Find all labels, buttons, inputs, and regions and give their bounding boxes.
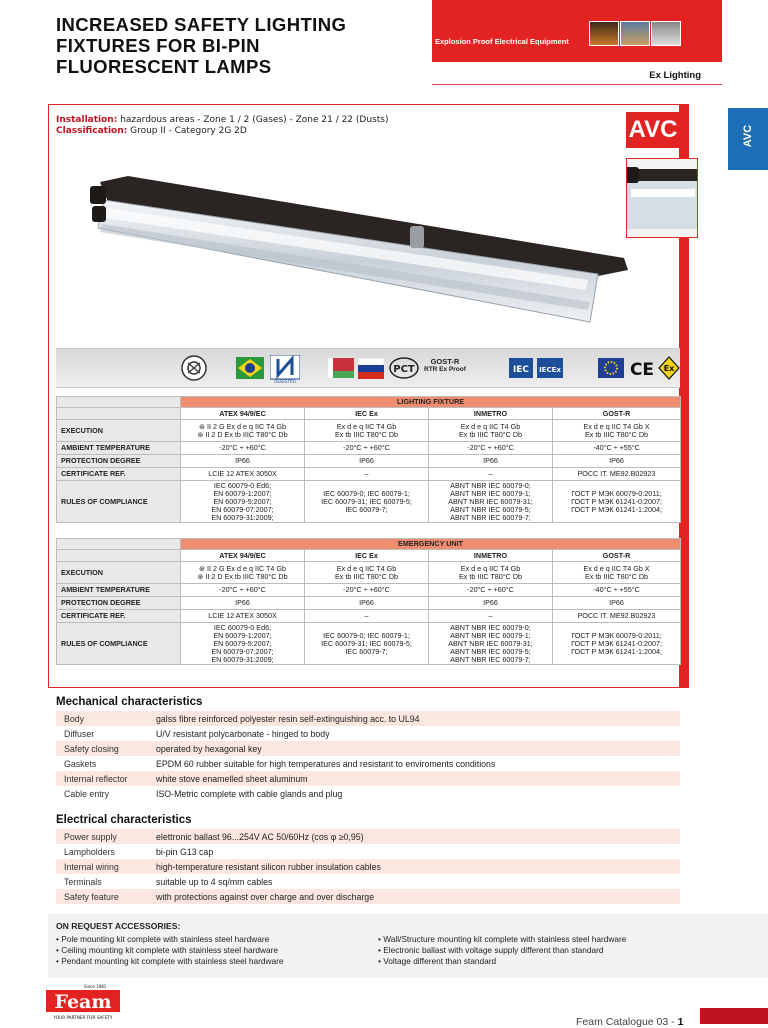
table-cell: IP66 [553, 455, 681, 468]
table-cell: IEC 60079-0; IEC 60079-1; IEC 60079-31; IEC 60079-5; IEC 60079-7; [305, 481, 429, 523]
feam-logo [46, 982, 120, 1022]
feam-logo-text: Feam [54, 991, 112, 1013]
spec-key: Internal wiring [56, 859, 148, 874]
table-corner [57, 397, 181, 408]
row-header: RULES OF COMPLIANCE [57, 623, 181, 665]
iec-logo-icon [508, 355, 534, 381]
spec-row [56, 711, 680, 726]
table-cell: Ex d e q IIC T4 Gb Ex tb IIIC T80°C Db [429, 420, 553, 442]
table-cell: – [305, 468, 429, 481]
column-header: INMETRO [429, 550, 553, 562]
table-cell: РОСС IT. ME92.B02923 [553, 610, 681, 623]
spec-key: Internal reflector [56, 771, 148, 786]
eu-flag-icon [598, 355, 624, 381]
inmetro-logo-icon [270, 355, 300, 383]
feam-since: Since 1981 [84, 984, 107, 989]
side-tab[interactable] [728, 108, 768, 170]
spec-value: bi-pin G13 cap [148, 844, 680, 859]
gost-r-label [424, 358, 466, 374]
spec-value: operated by hexagonal key [148, 741, 680, 756]
row-header: EXECUTION [57, 420, 181, 442]
fixture-detail-photo [626, 158, 698, 238]
accessories-title: ON REQUEST ACCESSORIES: [56, 921, 181, 931]
iecex-logo-icon [536, 355, 564, 381]
table-cell: – [429, 468, 553, 481]
spec-key: Body [56, 711, 148, 726]
table-cell: -20°C ÷ +60°C [305, 584, 429, 597]
header-divider [432, 84, 722, 85]
title-line-1: INCREASED SAFETY LIGHTING [56, 14, 347, 35]
table-cell: IP66 [429, 597, 553, 610]
column-header: ATEX 94/9/EC [181, 408, 305, 420]
table-cell: IP66 [181, 455, 305, 468]
spec-row [56, 844, 680, 859]
page-title [56, 14, 346, 77]
table-row [57, 597, 681, 610]
accessory-item: • Wall/Structure mounting kit complete with stainless steel hardware [378, 934, 627, 944]
table-row [57, 468, 681, 481]
accessory-item: • Pendant mounting kit complete with stainless steel hardware [56, 956, 284, 966]
spec-key: Safety feature [56, 889, 148, 904]
table-cell: -20°C ÷ +60°C [305, 442, 429, 455]
spec-row [56, 756, 680, 771]
accessory-item: • Ceiling mounting kit complete with stainless steel hardware [56, 945, 278, 955]
spec-key: Lampholders [56, 844, 148, 859]
table-cell: Ex d e q IIC T4 Gb X Ex tb IIIC T80°C Db [553, 562, 681, 584]
table-cell: LCIE 12 ATEX 3050X [181, 468, 305, 481]
row-header: PROTECTION DEGREE [57, 455, 181, 468]
table-row [57, 610, 681, 623]
page-number: 1 [677, 1016, 684, 1028]
table-cell: IP66 [553, 597, 681, 610]
table-row [57, 455, 681, 468]
spec-value: EPDM 60 rubber suitable for high temperatures and resistant to enviroments conditions [148, 756, 680, 771]
inmetro-text: OSSESTRO [274, 379, 296, 383]
spec-value: suitable up to 4 sq/mm cables [148, 874, 680, 889]
table-row [57, 584, 681, 597]
table-cell: IEC 60079-0 Ed6; EN 60079-1:2007; EN 60079-5:2007; EN 60079-07:2007; EN 60079-31:2009; [181, 623, 305, 665]
column-header: ATEX 94/9/EC [181, 550, 305, 562]
fixture-photo [88, 170, 628, 340]
table-cell: IP66 [181, 597, 305, 610]
accessories-right-list [378, 934, 626, 967]
row-header: CERTIFICATE REF. [57, 610, 181, 623]
table-cell: ГОСТ Р МЭК 60079-0:2011; ГОСТ Р МЭК 61241-0:2007; ГОСТ Р МЭК 61241-1:2004; [553, 623, 681, 665]
spec-key: Power supply [56, 829, 148, 844]
table-cell: Ex d e q IIC T4 Gb X Ex tb IIIC T80°C Db [553, 420, 681, 442]
ex-mark-icon [658, 355, 680, 381]
spec-row [56, 771, 680, 786]
catalogue-label: Feam Catalogue 03 - [576, 1016, 678, 1028]
table-cell: -20°C ÷ +60°C [429, 442, 553, 455]
table-row [57, 623, 681, 665]
lamp-photo-icon [651, 21, 681, 46]
ce-mark-icon [628, 355, 656, 381]
accessory-item: • Pole mounting kit complete with stainless steel hardware [56, 934, 270, 944]
spec-value: white stove enamelled sheet aluminum [148, 771, 680, 786]
column-header: INMETRO [429, 408, 553, 420]
table-cell: Ex d e q IIC T4 Gb Ex tb IIIC T80°C Db [429, 562, 553, 584]
gost-r-line1: GOST-R [430, 357, 460, 366]
spec-row [56, 859, 680, 874]
electrical-title: Electrical characteristics [56, 814, 192, 826]
row-header: AMBIENT TEMPERATURE [57, 442, 181, 455]
table-cell: ⊛ II 2 G Ex d e q IIC T4 Gb ⊛ II 2 D Ex tb IIIC T80°C Db [181, 420, 305, 442]
table-band: EMERGENCY UNIT [181, 539, 681, 550]
table-band: LIGHTING FIXTURE [181, 397, 681, 408]
table-cell: IP66 [429, 455, 553, 468]
title-line-3: FLUORESCENT LAMPS [56, 56, 272, 77]
spec-value: ISO-Metric complete with cable glands and plug [148, 786, 680, 801]
table-row [57, 481, 681, 523]
spec-key: Safety closing [56, 741, 148, 756]
table-cell: -20°C ÷ +60°C [429, 584, 553, 597]
pct-logo-icon [388, 355, 420, 381]
spec-key: Diffuser [56, 726, 148, 741]
table-corner [57, 539, 181, 550]
cesi-logo-icon [178, 355, 210, 381]
footer-red-block [700, 1008, 768, 1024]
table-cell: – [305, 610, 429, 623]
row-header: AMBIENT TEMPERATURE [57, 584, 181, 597]
iecex-text: IECEx [539, 366, 561, 374]
table-corner [57, 408, 181, 420]
spec-value: with protections against over charge and over discharge [148, 889, 680, 904]
table-corner [57, 550, 181, 562]
lighting-fixture-table [56, 396, 681, 523]
electrical-table [56, 829, 680, 904]
brazil-flag-icon [236, 355, 264, 381]
row-header: PROTECTION DEGREE [57, 597, 181, 610]
table-cell: -40°C ÷ +55°C [553, 584, 681, 597]
accessory-item: • Voltage different than standard [378, 956, 497, 966]
classification-label: Classification: [56, 126, 128, 136]
table-cell: IP66 [305, 597, 429, 610]
table-cell: ABNT NBR IEC 60079-0; ABNT NBR IEC 60079-1; ABNT NBR IEC 60079-31; ABNT NBR IEC 60079-5; ABNT NBR IEC 60079-7; [429, 481, 553, 523]
spec-row [56, 874, 680, 889]
title-line-2: FIXTURES FOR BI-PIN [56, 35, 260, 56]
installation-value: hazardous areas - Zone 1 / 2 (Gases) - Zone 21 / 22 (Dusts) [120, 115, 389, 125]
table-cell: ABNT NBR IEC 60079-0; ABNT NBR IEC 60079-1; ABNT NBR IEC 60079-31; ABNT NBR IEC 60079-5; ABNT NBR IEC 60079-7; [429, 623, 553, 665]
table-cell: -20°C ÷ +60°C [181, 584, 305, 597]
spec-key: Terminals [56, 874, 148, 889]
row-header: EXECUTION [57, 562, 181, 584]
row-header: CERTIFICATE REF. [57, 468, 181, 481]
column-header: IEC Ex [305, 408, 429, 420]
accessory-item: • Electronic ballast with voltage supply different than standard [378, 945, 604, 955]
table-cell: ГОСТ Р МЭК 60079-0:2011; ГОСТ Р МЭК 61241-0:2007; ГОСТ Р МЭК 61241-1:2004; [553, 481, 681, 523]
installation-label: Installation: [56, 115, 118, 125]
accessories-left-list [56, 934, 284, 967]
table-row [57, 420, 681, 442]
gost-r-line2: RTR Ex Proof [424, 366, 466, 373]
table-cell: -20°C ÷ +60°C [181, 442, 305, 455]
pct-text: PCT [393, 364, 415, 375]
section-label: Ex Lighting [649, 70, 701, 81]
classification-value: Group II - Category 2G 2D [130, 126, 247, 136]
header-banner [432, 0, 722, 62]
installation-info [56, 115, 388, 137]
spec-value: galss fibre reinforced polyester resin self-extinguishing acc. to UL94 [148, 711, 680, 726]
mechanical-title: Mechanical characteristics [56, 696, 203, 708]
spec-value: U/V resistant polycarbonate - hinged to body [148, 726, 680, 741]
table-cell: Ex d e q IIC T4 Gb Ex tb IIIC T80°C Db [305, 562, 429, 584]
table-cell: Ex d e q IIC T4 Gb Ex tb IIIC T80°C Db [305, 420, 429, 442]
table-cell: – [429, 610, 553, 623]
side-tab-label: AVC [742, 124, 754, 148]
mechanical-table [56, 711, 680, 801]
table-cell: -40°C ÷ +55°C [553, 442, 681, 455]
table-cell: IEC 60079-0 Ed6; EN 60079-1:2007; EN 60079-5:2007; EN 60079-07:2007; EN 60079-31:2009; [181, 481, 305, 523]
oil-pump-photo-icon [620, 21, 650, 46]
column-header: IEC Ex [305, 550, 429, 562]
russia-flag-icon [358, 355, 384, 381]
column-header: GOST-R [553, 408, 681, 420]
spec-key: Cable entry [56, 786, 148, 801]
certification-bar [56, 348, 680, 388]
iec-text: IEC [512, 365, 530, 375]
belarus-flag-icon [328, 355, 354, 381]
table-cell: LCIE 12 ATEX 3050X [181, 610, 305, 623]
spec-row [56, 829, 680, 844]
refinery-photo-icon [589, 21, 619, 46]
table-row [57, 442, 681, 455]
column-header: GOST-R [553, 550, 681, 562]
spec-row [56, 741, 680, 756]
feam-tagline: YOUR PARTNER FOR SAFETY [53, 1015, 113, 1020]
product-code: AVC [626, 112, 680, 148]
spec-value: high-temperature resistant silicon rubber insulation cables [148, 859, 680, 874]
table-cell: ⊛ II 2 G Ex d e q IIC T4 Gb ⊛ II 2 D Ex tb IIIC T80°C Db [181, 562, 305, 584]
ex-text: Ex [663, 364, 675, 373]
banner-text: Explosion Proof Electrical Equipment [435, 37, 569, 46]
footer-catalogue [576, 1016, 683, 1028]
spec-row [56, 726, 680, 741]
spec-row [56, 889, 680, 904]
spec-value: elettronic ballast 96...254V AC 50/60Hz (cos φ ≥0,95) [148, 829, 680, 844]
ce-text: CE [629, 360, 655, 380]
table-cell: IP66 [305, 455, 429, 468]
emergency-unit-table [56, 538, 681, 665]
table-cell: РОСС IT. ME92.B02923 [553, 468, 681, 481]
spec-row [56, 786, 680, 801]
table-row [57, 562, 681, 584]
spec-key: Gaskets [56, 756, 148, 771]
row-header: RULES OF COMPLIANCE [57, 481, 181, 523]
table-cell: IEC 60079-0; IEC 60079-1; IEC 60079-31; IEC 60079-5; IEC 60079-7; [305, 623, 429, 665]
